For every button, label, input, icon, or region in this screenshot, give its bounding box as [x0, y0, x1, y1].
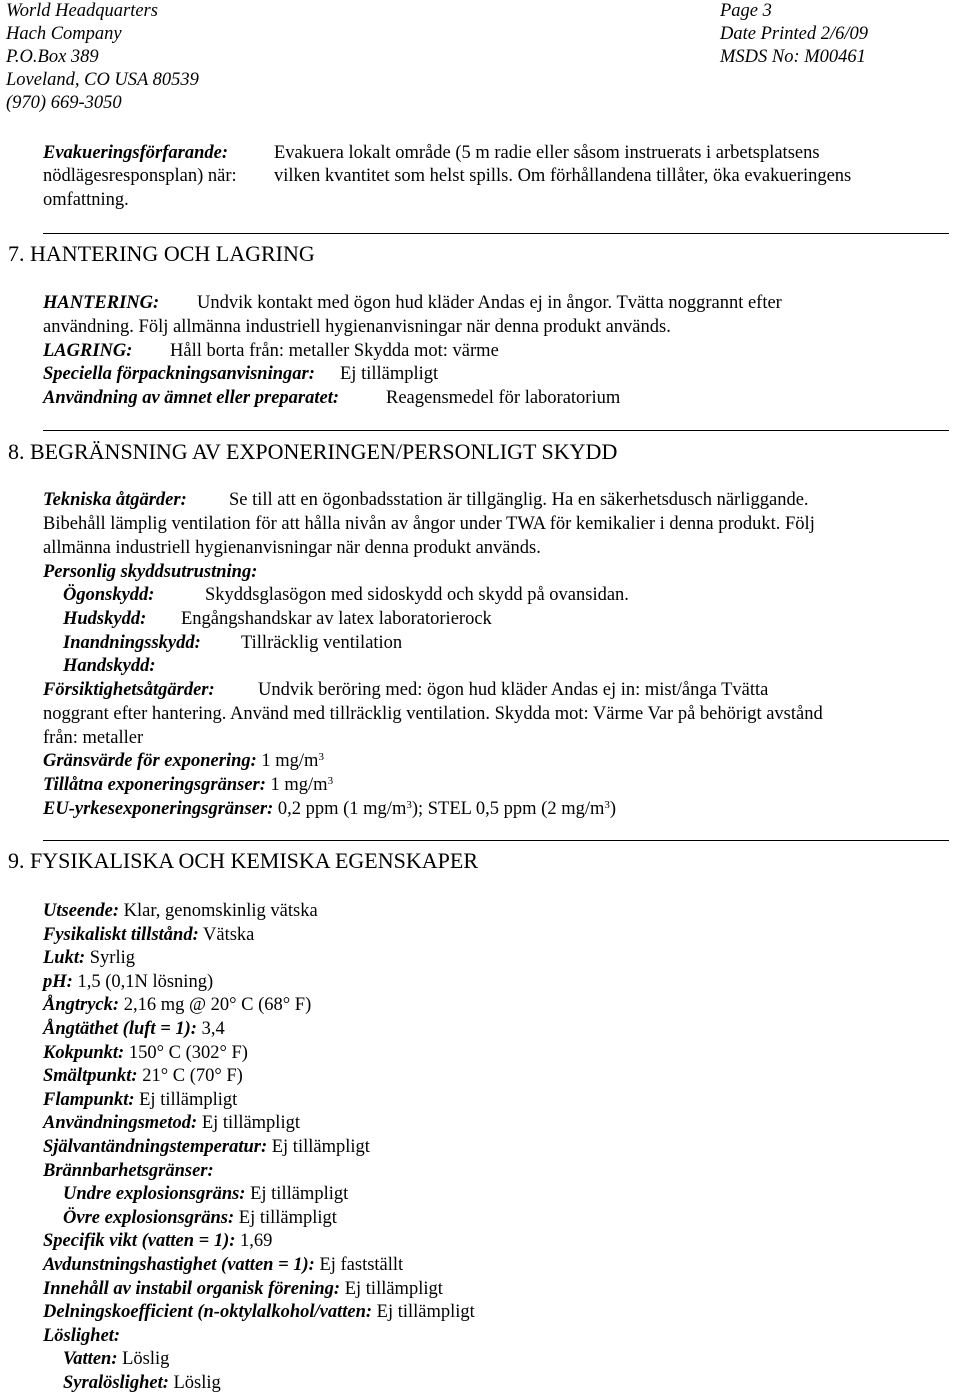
property-value: 1,5 (0,1N lösning)	[72, 972, 214, 992]
inandningsskydd-label: Inandningsskydd:	[63, 633, 201, 653]
property-row	[43, 1278, 443, 1301]
property-label: Fysikaliskt tillstånd:	[43, 925, 199, 945]
property-label: Specifik vikt (vatten = 1):	[43, 1231, 236, 1251]
property-label: Utseende:	[43, 901, 120, 921]
property-label: Smältpunkt:	[43, 1066, 138, 1086]
eu-value: 0,2 ppm (1 mg/m	[277, 799, 407, 819]
evac-text: Evakuera lokalt område (5 m radie eller såsom instruerats i arbetsplatsens	[274, 143, 820, 163]
property-label: Avdunstningshastighet (vatten = 1):	[43, 1255, 315, 1275]
inandningsskydd-value: Tillräcklig ventilation	[241, 633, 403, 653]
property-value: Ej tillämpligt	[197, 1113, 300, 1133]
forsiktighet-label: Försiktighetsåtgärder:	[43, 680, 215, 700]
ogonskydd-label: Ögonskydd:	[63, 585, 155, 605]
property-row	[43, 1254, 403, 1277]
lagring-text: Håll borta från: metaller Skydda mot: värme	[170, 341, 499, 361]
property-value: 1,69	[235, 1231, 273, 1251]
property-label: Flampunkt:	[43, 1090, 135, 1110]
tekniska-text: allmänna industriell hygienanvisningar när denna produkt används.	[43, 538, 541, 558]
date-printed: Date Printed 2/6/09	[720, 24, 868, 44]
property-row	[43, 947, 135, 970]
superscript: 3	[604, 799, 610, 811]
property-label: Brännbarhetsgränser:	[43, 1161, 214, 1181]
property-value: Klar, genomskinlig vätska	[119, 901, 318, 921]
forsiktighet-text: från: metaller	[43, 728, 144, 748]
property-label: Syralöslighet:	[63, 1373, 169, 1393]
section-divider	[43, 430, 949, 431]
tillatna-label: Tillåtna exponeringsgränser:	[43, 775, 266, 795]
tillatna-row	[43, 774, 333, 797]
personlig-label: Personlig skyddsutrustning:	[43, 562, 258, 582]
property-value: Syrlig	[85, 948, 135, 968]
property-value: Ej tillämpligt	[234, 1208, 337, 1228]
property-row	[43, 971, 213, 994]
section-9-heading: 9. FYSIKALISKA OCH KEMISKA EGENSKAPER	[8, 848, 478, 873]
company-line: World Headquarters	[6, 1, 158, 21]
property-label: pH:	[43, 972, 73, 992]
msds-number: MSDS No: M00461	[720, 47, 866, 67]
property-value: Ej tillämpligt	[340, 1279, 443, 1299]
anvandning-value: Reagensmedel för laboratorium	[386, 388, 621, 408]
tillatna-value: 1 mg/m	[270, 775, 328, 795]
superscript: 3	[406, 799, 412, 811]
hudskydd-label: Hudskydd:	[63, 609, 147, 629]
property-row	[63, 1372, 221, 1395]
tekniska-text: Se till att en ögonbadsstation är tillgänglig. Ha en säkerhetsdusch närliggande.	[229, 490, 809, 510]
anvandning-label: Användning av ämnet eller preparatet:	[43, 388, 339, 408]
company-line: (970) 669-3050	[6, 93, 122, 113]
property-value: Ej tillämpligt	[267, 1137, 370, 1157]
property-row	[63, 1183, 348, 1206]
eu-value: ); STEL 0,5 ppm (2 mg/m	[411, 799, 605, 819]
property-label: Lukt:	[43, 948, 86, 968]
property-value: 150° C (302° F)	[124, 1043, 248, 1063]
hudskydd-value: Engångshandskar av latex laboratorierock	[181, 609, 492, 629]
property-row	[43, 1112, 300, 1135]
tekniska-label: Tekniska åtgärder:	[43, 490, 187, 510]
property-value: Löslig	[117, 1349, 170, 1369]
property-label: Delningskoefficient (n-oktylalkohol/vatten:	[43, 1302, 373, 1322]
property-value: Ej tillämpligt	[245, 1184, 349, 1204]
handskydd-label: Handskydd:	[63, 656, 156, 676]
property-row	[43, 1065, 243, 1088]
company-line: Loveland, CO USA 80539	[6, 70, 199, 90]
property-label: Undre explosionsgräns:	[63, 1184, 246, 1204]
property-row	[43, 1325, 120, 1348]
company-line: Hach Company	[6, 24, 122, 44]
spec-label: Speciella förpackningsanvisningar:	[43, 364, 315, 384]
forsiktighet-text: Undvik beröring med: ögon hud kläder Andas ej in: mist/ånga Tvätta	[258, 680, 769, 700]
property-label: Innehåll av instabil organisk förening:	[43, 1279, 341, 1299]
property-label: Ångtäthet (luft = 1):	[43, 1019, 197, 1039]
property-label: Kokpunkt:	[43, 1043, 125, 1063]
lagring-label: LAGRING:	[43, 341, 133, 361]
property-row	[43, 1230, 272, 1253]
property-row	[43, 900, 318, 923]
evac-text: vilken kvantitet som helst spills. Om förhållandena tillåter, öka evakueringens	[274, 166, 852, 186]
property-row	[43, 1160, 214, 1183]
property-label: Användningsmetod:	[43, 1113, 198, 1133]
property-label: Självantändningstemperatur:	[43, 1137, 268, 1157]
eu-label: EU-yrkesexponeringsgränser:	[43, 799, 274, 819]
property-row	[43, 1089, 237, 1112]
property-label: Löslighet:	[43, 1326, 121, 1346]
hantering-text: Undvik kontakt med ögon hud kläder Andas ej in ångor. Tvätta noggrannt efter	[197, 293, 782, 313]
eu-row	[43, 798, 616, 821]
property-value: Löslig	[168, 1373, 221, 1393]
gransvarde-label: Gränsvärde för exponering:	[43, 751, 257, 771]
property-value: Ej fastställt	[314, 1255, 404, 1275]
property-value: 2,16 mg @ 20° C (68° F)	[119, 995, 312, 1015]
hantering-label: HANTERING:	[43, 293, 160, 313]
tekniska-text: Bibehåll lämplig ventilation för att hålla nivån av ångor under TWA för kemikalier i denna produkt. Följ	[43, 514, 815, 534]
superscript: 3	[318, 751, 324, 763]
property-label: Övre explosionsgräns:	[63, 1208, 235, 1228]
page-number: Page 3	[720, 1, 772, 21]
section-divider	[43, 233, 949, 234]
property-row	[63, 1207, 337, 1230]
superscript: 3	[327, 775, 334, 787]
evac-text: omfattning.	[43, 190, 129, 210]
property-row	[43, 1136, 370, 1159]
property-row	[43, 924, 254, 947]
evac-label-cont: nödlägesresponsplan) när:	[43, 166, 237, 186]
section-7-heading: 7. HANTERING OCH LAGRING	[8, 241, 315, 266]
property-label: Ångtryck:	[43, 995, 120, 1015]
property-value: Ej tillämpligt	[134, 1090, 238, 1110]
ogonskydd-value: Skyddsglasögon med sidoskydd och skydd på ovansidan.	[205, 585, 629, 605]
hantering-text: användning. Följ allmänna industriell hygienanvisningar när denna produkt används.	[43, 317, 671, 337]
property-label: Vatten:	[63, 1349, 118, 1369]
eu-value: )	[609, 799, 617, 819]
section-divider	[43, 840, 949, 841]
property-value: Ej tillämpligt	[372, 1302, 475, 1322]
gransvarde-row	[43, 750, 324, 773]
property-value: 21° C (70° F)	[137, 1066, 243, 1086]
property-row	[63, 1348, 169, 1371]
evac-label: Evakueringsförfarande:	[43, 143, 229, 163]
property-row	[43, 994, 311, 1017]
property-value: 3,4	[196, 1019, 225, 1039]
property-value: Vätska	[198, 925, 255, 945]
company-line: P.O.Box 389	[6, 47, 99, 67]
property-row	[43, 1042, 248, 1065]
section-8-heading: 8. BEGRÄNSNING AV EXPONERINGEN/PERSONLIGT SKYDD	[8, 439, 618, 464]
property-row	[43, 1018, 225, 1041]
spec-value: Ej tillämpligt	[340, 364, 439, 384]
forsiktighet-text: noggrant efter hantering. Använd med tillräcklig ventilation. Skydda mot: Värme Var på behörigt avstånd	[43, 704, 823, 724]
gransvarde-value: 1 mg/m	[261, 751, 319, 771]
property-row	[43, 1301, 475, 1324]
